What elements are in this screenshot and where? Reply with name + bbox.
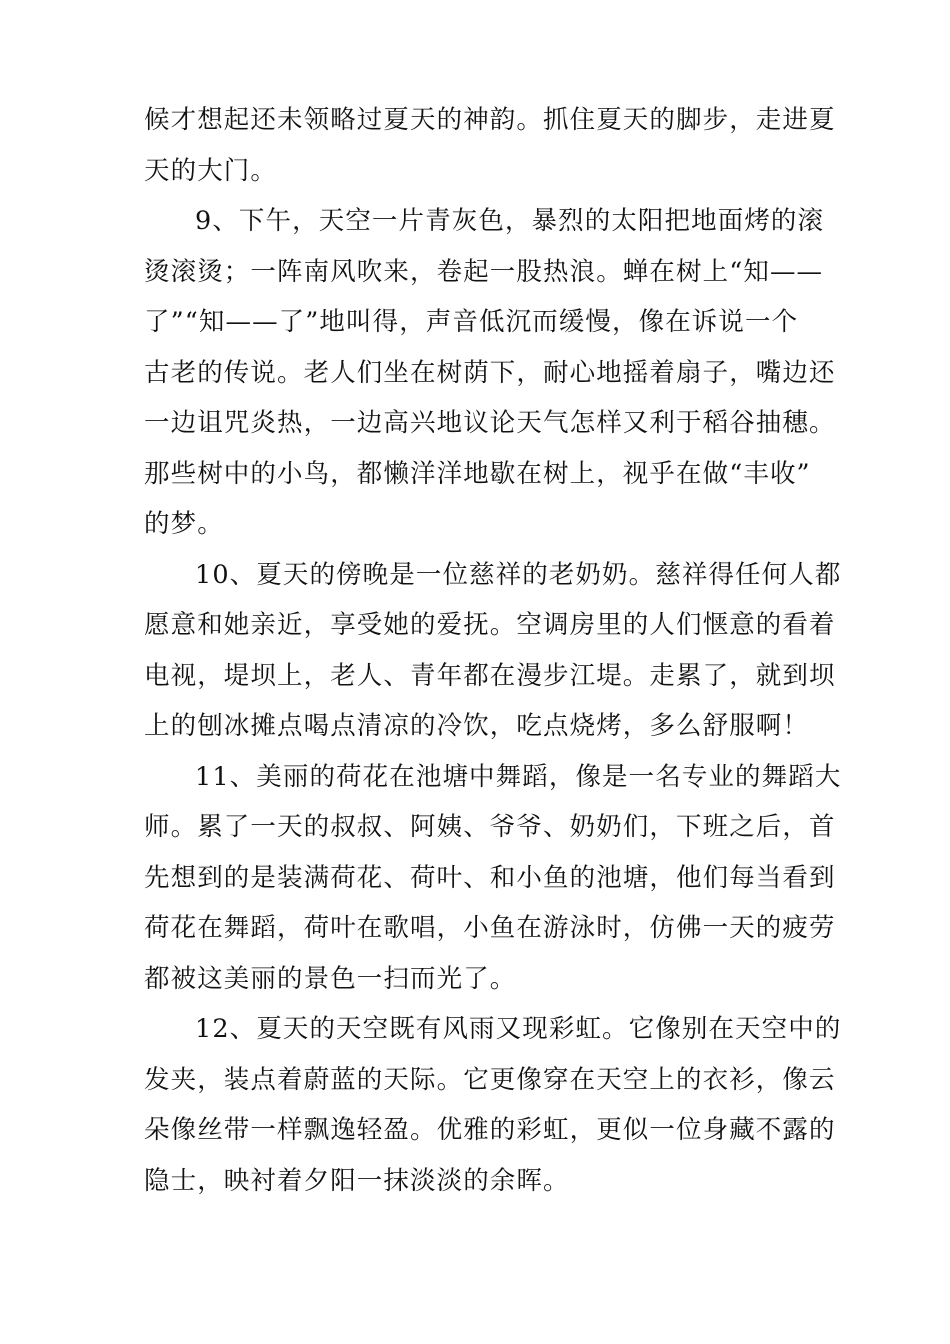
paragraph-9-first-line: 9、下午，天空一片青灰色，暴烈的太阳把地面烤的滚 bbox=[195, 206, 825, 236]
text-line: 一边诅咒炎热，一边高兴地议论天气怎样又利于稻谷抽穗。 bbox=[144, 408, 836, 438]
paragraph-11-first-line: 11、美丽的荷花在池塘中舞蹈，像是一名专业的舞蹈大 bbox=[195, 761, 842, 792]
text-line: 电视，堤坝上，老人、青年都在漫步江堤。走累了，就到坝 bbox=[144, 660, 836, 691]
text-line: 天的大门。 bbox=[144, 155, 278, 186]
text-line: 那些树中的小鸟，都懒洋洋地歇在树上，视乎在做“丰收” bbox=[144, 458, 811, 489]
document-body bbox=[144, 95, 842, 1206]
text-line: 候才想起还未领略过夏天的神韵。抓住夏天的脚步，走进夏 bbox=[144, 105, 836, 135]
text-line: 都被这美丽的景色一扫而光了。 bbox=[144, 963, 517, 994]
text-line: 朵像丝带一样飘逸轻盈。优雅的彩虹，更似一位身藏不露的 bbox=[144, 1115, 836, 1145]
text-line: 愿意和她亲近，享受她的爱抚。空调房里的人们惬意的看着 bbox=[144, 610, 836, 640]
text-line: 的梦。 bbox=[144, 509, 224, 539]
text-line: 先想到的是装满荷花、荷叶、和小鱼的池塘，他们每当看到 bbox=[144, 862, 836, 893]
text-line: 上的刨冰摊点喝点清凉的冷饮，吃点烧烤，多么舒服啊！ bbox=[144, 711, 810, 741]
paragraph-10-first-line: 10、夏天的傍晚是一位慈祥的老奶奶。慈祥得任何人都 bbox=[195, 559, 842, 590]
text-line: 师。累了一天的叔叔、阿姨、爷爷、奶奶们，下班之后，首 bbox=[144, 812, 836, 842]
text-line: 隐士，映衬着夕阳一抹淡淡的余晖。 bbox=[144, 1165, 570, 1196]
text-line: 荷花在舞蹈，荷叶在歌唱，小鱼在游泳时，仿佛一天的疲劳 bbox=[144, 913, 836, 943]
text-line: 烫滚烫；一阵南风吹来，卷起一股热浪。蝉在树上“知—— bbox=[144, 256, 824, 287]
text-line: 发夹，装点着蔚蓝的天际。它更像穿在天空上的衣衫，像云 bbox=[144, 1064, 836, 1095]
text-line: 古老的传说。老人们坐在树荫下，耐心地摇着扇子，嘴边还 bbox=[144, 357, 836, 388]
paragraph-12-first-line: 12、夏天的天空既有风雨又现彩虹。它像别在天空中的 bbox=[195, 1014, 842, 1044]
text-line: 了”“知——了”地叫得，声音低沉而缓慢，像在诉说一个 bbox=[144, 307, 799, 337]
